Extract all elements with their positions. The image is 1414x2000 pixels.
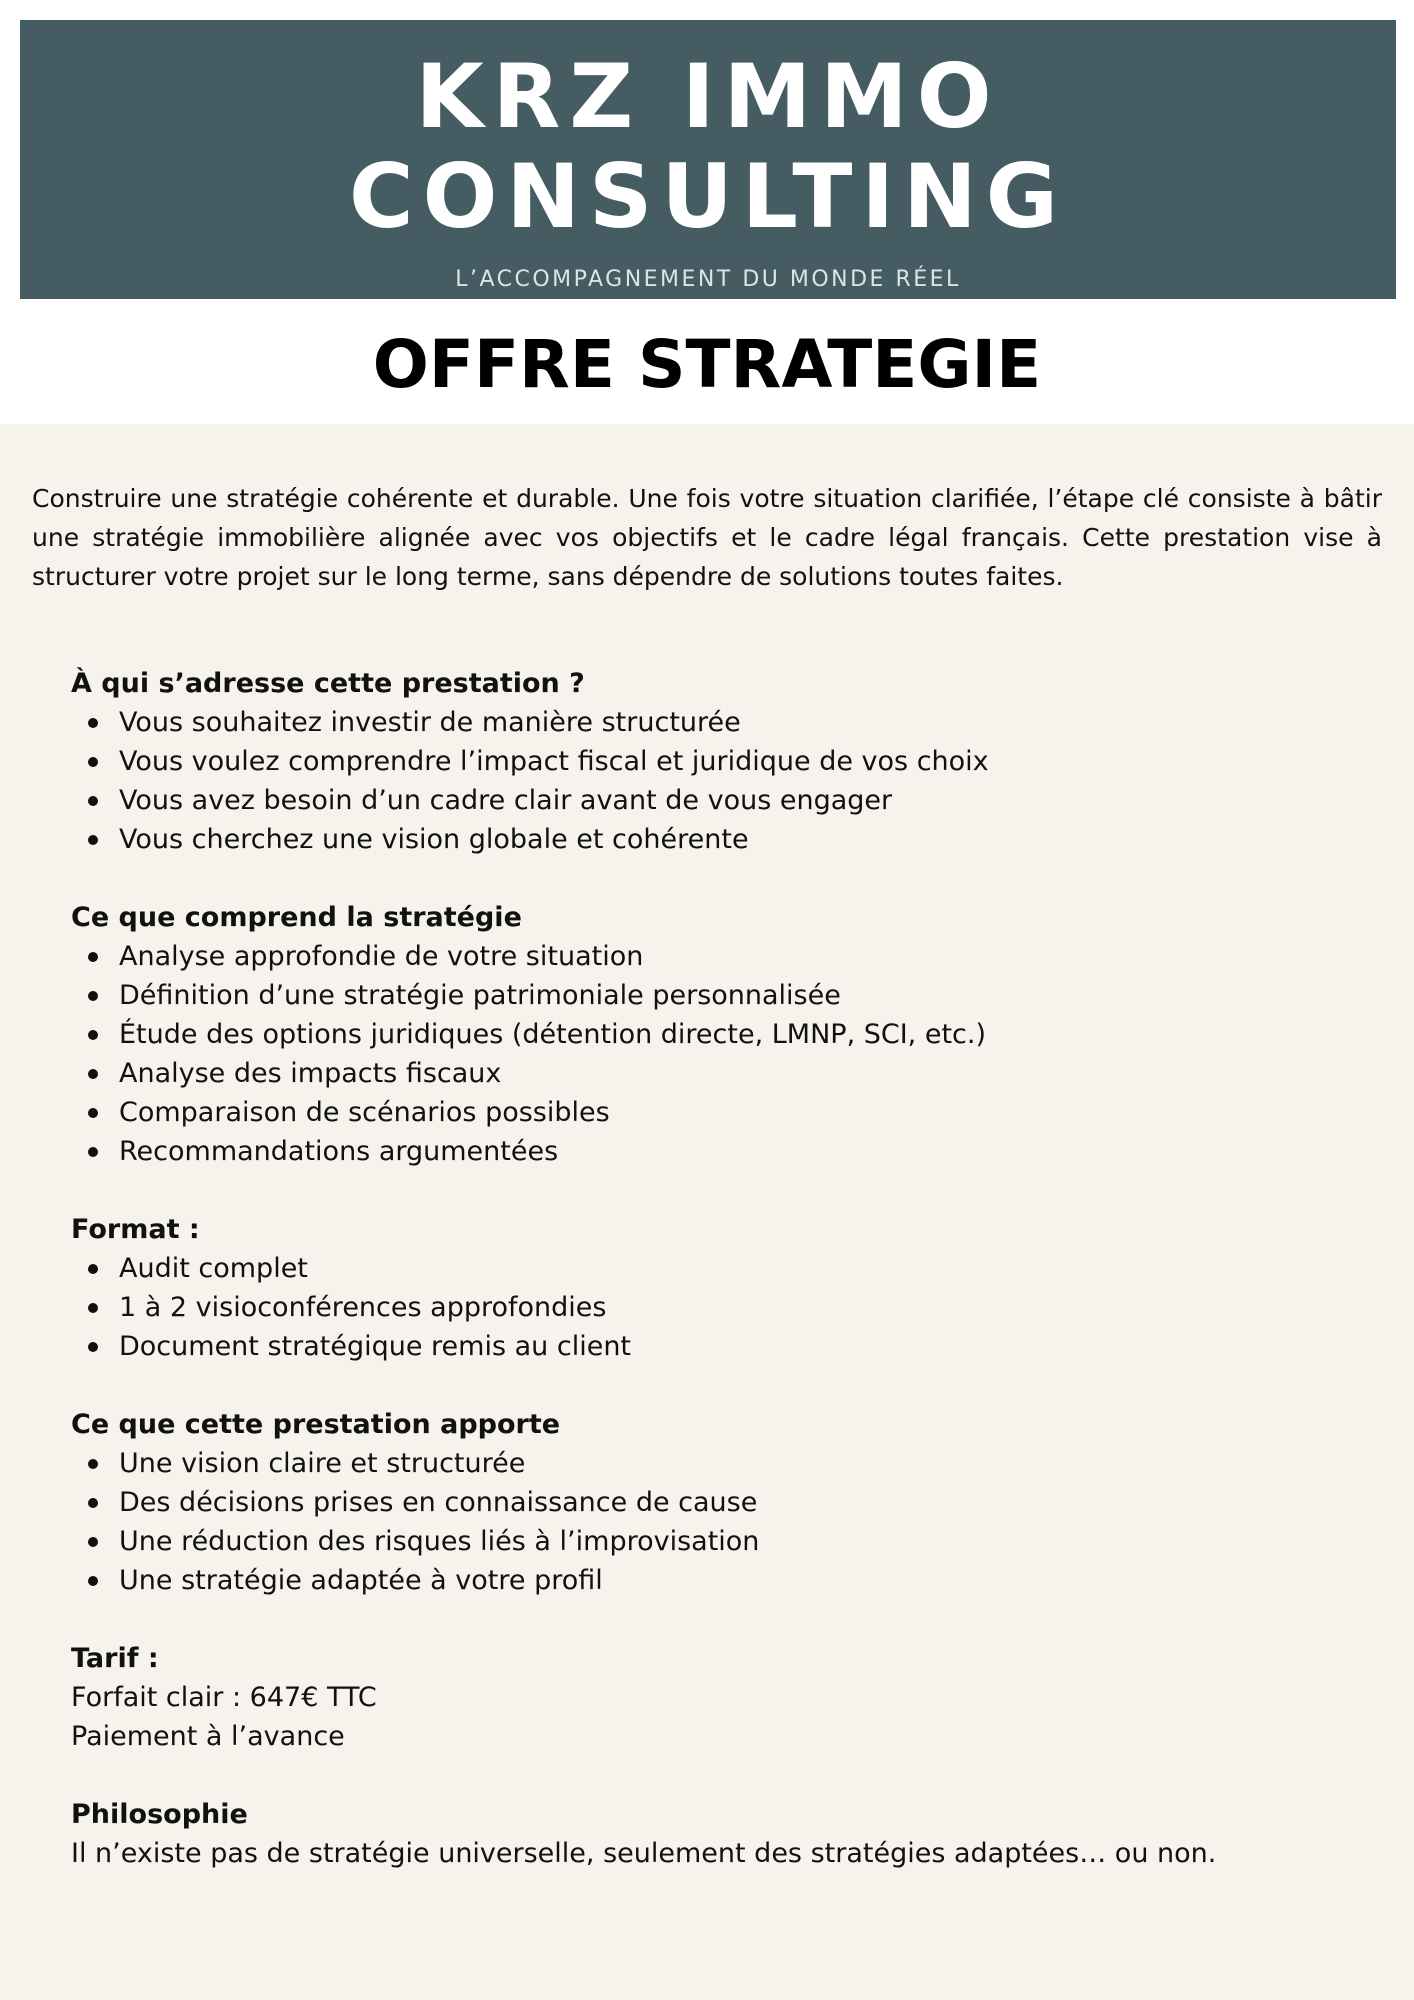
section-audience	[71, 664, 1371, 859]
tarif-heading: Tarif :	[71, 1643, 159, 1674]
list-item: Vous souhaitez investir de manière structurée	[71, 703, 1371, 742]
section-benefits	[71, 1405, 1371, 1600]
brand-title-line-2: CONSULTING	[348, 145, 1068, 248]
list-item: Des décisions prises en connaissance de cause	[71, 1483, 1371, 1522]
list-item: Vous voulez comprendre l’impact fiscal et juridique de vos choix	[71, 742, 1371, 781]
brand-tagline: L’ACCOMPAGNEMENT DU MONDE RÉEL	[455, 267, 961, 292]
brand-title-line-1: KRZ IMMO	[415, 45, 1001, 148]
list-item: Une stratégie adaptée à votre profil	[71, 1561, 1371, 1600]
audience-list	[71, 703, 1371, 859]
section-philosophie	[71, 1795, 1371, 1873]
list-item: Vous avez besoin d’un cadre clair avant de vous engager	[71, 781, 1371, 820]
header-banner	[20, 20, 1396, 299]
list-item: Comparaison de scénarios possibles	[71, 1093, 1371, 1132]
list-item: Document stratégique remis au client	[71, 1327, 1371, 1366]
list-item: Recommandations argumentées	[71, 1132, 1371, 1171]
intro-paragraph: Construire une stratégie cohérente et durable. Une fois votre situation clarifiée, l’étape clé consiste à bâtir une stratégie immobilière alignée avec vos objectifs et le cadre légal français. Cette prestation vise à structurer votre projet sur le long terme, sans dépendre de solutions toutes faites.	[32, 484, 1382, 591]
section-format	[71, 1210, 1371, 1366]
format-heading: Format :	[71, 1214, 200, 1245]
benefits-heading: Ce que cette prestation apporte	[71, 1409, 561, 1440]
philosophie-heading: Philosophie	[71, 1799, 248, 1830]
tarif-payment: Paiement à l’avance	[71, 1721, 345, 1752]
offer-title: OFFRE STRATEGIE	[372, 326, 1042, 403]
format-list	[71, 1249, 1371, 1366]
section-tarif	[71, 1639, 1371, 1756]
list-item: Une réduction des risques liés à l’improvisation	[71, 1522, 1371, 1561]
philosophie-text: Il n’existe pas de stratégie universelle, seulement des stratégies adaptées… ou non.	[71, 1838, 1217, 1869]
list-item: Audit complet	[71, 1249, 1371, 1288]
includes-list	[71, 937, 1371, 1171]
list-item: Analyse des impacts fiscaux	[71, 1054, 1371, 1093]
offer-details	[71, 664, 1371, 1912]
list-item: Une vision claire et structurée	[71, 1444, 1371, 1483]
section-includes	[71, 898, 1371, 1171]
benefits-list	[71, 1444, 1371, 1600]
list-item: Analyse approfondie de votre situation	[71, 937, 1371, 976]
list-item: 1 à 2 visioconférences approfondies	[71, 1288, 1371, 1327]
audience-heading: À qui s’adresse cette prestation ?	[71, 668, 585, 699]
list-item: Vous cherchez une vision globale et cohérente	[71, 820, 1371, 859]
list-item: Étude des options juridiques (détention directe, LMNP, SCI, etc.)	[71, 1015, 1371, 1054]
list-item: Définition d’une stratégie patrimoniale personnalisée	[71, 976, 1371, 1015]
tarif-price: Forfait clair : 647€ TTC	[71, 1682, 377, 1713]
includes-heading: Ce que comprend la stratégie	[71, 902, 522, 933]
